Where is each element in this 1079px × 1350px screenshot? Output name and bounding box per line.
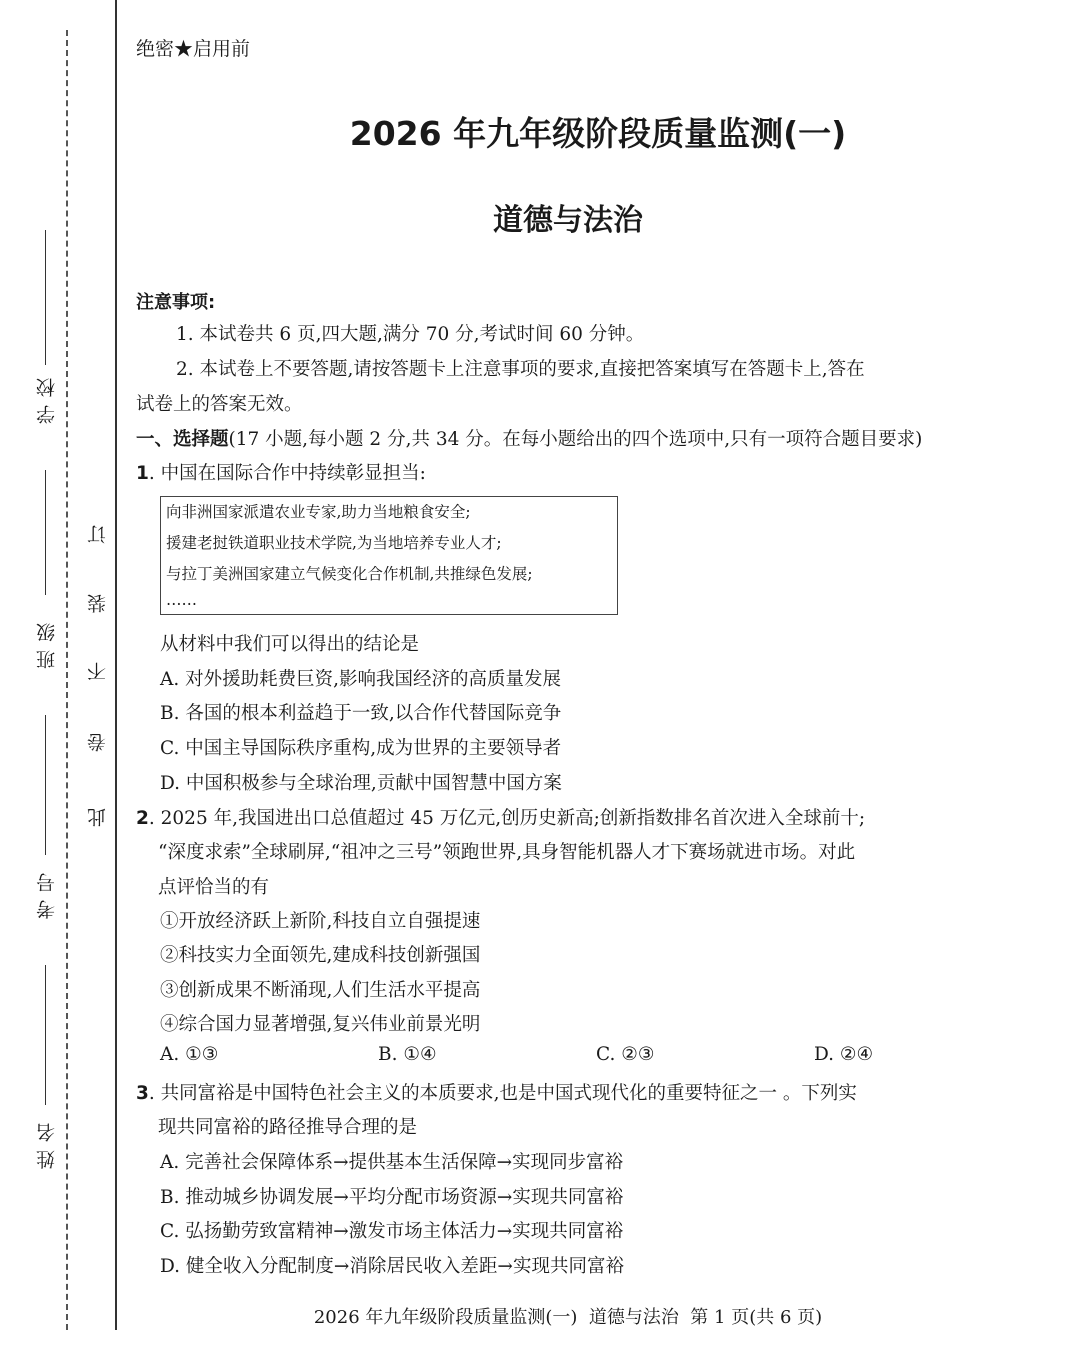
school-blank-line — [45, 230, 46, 365]
question-number: 2 — [136, 808, 149, 829]
question-text: . 中国在国际合作中持续彰显担当: — [148, 463, 426, 484]
material-line: 援建老挝铁道职业技术学院,为当地培养专业人才; — [166, 534, 502, 552]
material-line: …… — [166, 591, 197, 609]
option-b: B. ①④ — [378, 1044, 437, 1065]
notice-item-2: 2. 本试卷上不要答题,请按答题卡上注意事项的要求,直接把答案填写在答题卡上,答在 — [176, 359, 865, 380]
question-2-stem — [136, 804, 865, 830]
option-c: C. 中国主导国际秩序重构,成为世界的主要领导者 — [160, 738, 562, 759]
statement-4: ④综合国力显著增强,复兴伟业前景光明 — [160, 1014, 481, 1035]
question-3-stem-cont: 现共同富裕的路径推导合理的是 — [158, 1117, 418, 1138]
class-blank-line — [45, 470, 46, 595]
notice-heading: 注意事项: — [136, 292, 216, 313]
page-title: 2026 年九年级阶段质量监测(一) — [349, 114, 847, 153]
statement-1: ①开放经济跃上新阶,科技自立自强提速 — [160, 911, 481, 932]
class-label: 班级 — [36, 615, 58, 669]
question-text: . 共同富裕是中国特色社会主义的本质要求,也是中国式现代化的重要特征之一 。下列实 — [148, 1083, 857, 1104]
school-label: 学校 — [36, 370, 58, 424]
subject-title: 道德与法治 — [493, 203, 643, 238]
name-blank-line — [45, 965, 46, 1105]
option-b: B. 各国的根本利益趋于一致,以合作代替国际竞争 — [160, 703, 562, 724]
question-1-prompt: 从材料中我们可以得出的结论是 — [160, 634, 420, 655]
exam-no-label: 考号 — [36, 865, 58, 919]
option-b: B. 推动城乡协调发展→平均分配市场资源→实现共同富裕 — [160, 1187, 624, 1208]
seal-char: 不 — [87, 662, 109, 681]
option-d: D. 健全收入分配制度→消除居民收入差距→实现共同富裕 — [160, 1256, 624, 1277]
option-d: D. 中国积极参与全球治理,贡献中国智慧中国方案 — [160, 773, 562, 794]
page-footer: 2026 年九年级阶段质量监测(一) 道德与法治 第 1 页(共 6 页) — [313, 1307, 823, 1328]
question-2-stem-cont: “深度求索”全球刷屏,“祖冲之三号”领跑世界,具身智能机器人才下赛场就进市场。对此 — [158, 842, 856, 863]
material-line: 向非洲国家派遣农业专家,助力当地粮食安全; — [166, 503, 471, 521]
option-a: A. 完善社会保障体系→提供基本生活保障→实现同步富裕 — [160, 1152, 624, 1173]
option-c: C. 弘扬勤劳致富精神→激发市场主体活力→实现共同富裕 — [160, 1221, 624, 1242]
option-c: C. ②③ — [596, 1044, 655, 1065]
binding-dashed-line — [66, 30, 68, 1330]
section-description: (17 小题,每小题 2 分,共 34 分。在每小题给出的四个选项中,只有一项符合题目要求) — [228, 429, 923, 450]
binding-solid-line — [115, 0, 117, 1330]
option-d: D. ②④ — [814, 1044, 874, 1065]
material-line: 与拉丁美洲国家建立气候变化合作机制,共推绿色发展; — [166, 565, 533, 583]
question-text: . 2025 年,我国进出口总值超过 45 万亿元,创历史新高;创新指数排名首次进入全球前十; — [148, 808, 866, 829]
question-2-stem-cont: 点评恰当的有 — [158, 877, 270, 898]
question-number: 1 — [136, 463, 149, 484]
statement-3: ③创新成果不断涌现,人们生活水平提高 — [160, 980, 481, 1001]
notice-item-2-cont: 试卷上的答案无效。 — [136, 394, 303, 415]
question-3-stem — [136, 1079, 857, 1105]
question-1-stem — [136, 459, 426, 485]
question-number: 3 — [136, 1083, 149, 1104]
seal-char: 装 — [87, 594, 109, 613]
notice-item-1: 1. 本试卷共 6 页,四大题,满分 70 分,考试时间 60 分钟。 — [176, 324, 645, 345]
section-heading — [136, 425, 922, 451]
option-a: A. ①③ — [160, 1044, 219, 1065]
material-box — [160, 496, 618, 615]
seal-char: 此 — [87, 808, 109, 827]
seal-char: 订 — [87, 525, 109, 544]
statement-2: ②科技实力全面领先,建成科技创新强国 — [160, 945, 481, 966]
seal-char: 卷 — [87, 733, 109, 752]
exam-no-blank-line — [45, 715, 46, 855]
section-title: 一、选择题 — [136, 429, 229, 450]
option-a: A. 对外援助耗费巨资,影响我国经济的高质量发展 — [160, 669, 562, 690]
name-label: 姓名 — [36, 1115, 58, 1169]
confidential-mark: 绝密★启用前 — [136, 38, 251, 60]
